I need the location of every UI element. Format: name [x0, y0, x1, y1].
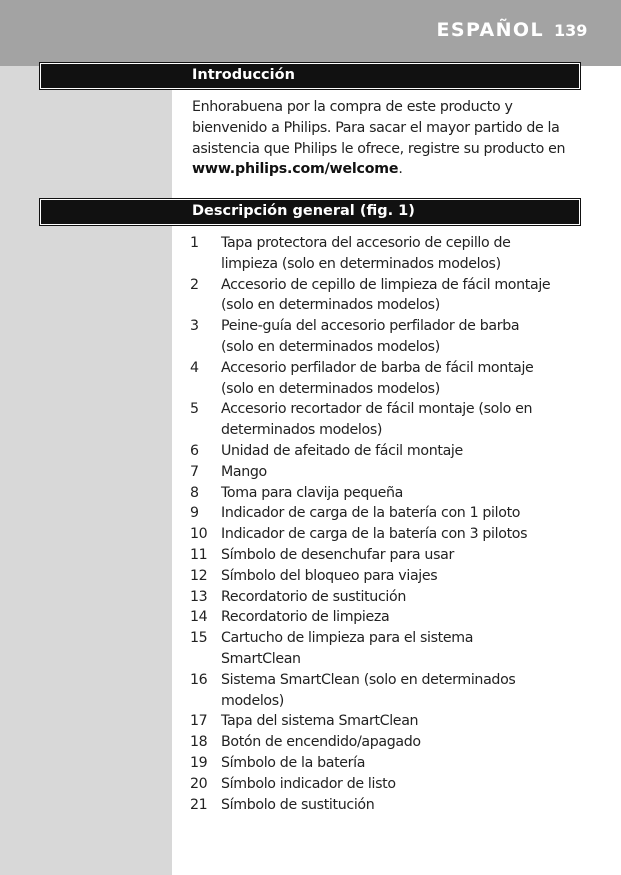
list-item-text: Símbolo de sustitución — [221, 796, 375, 813]
intro-paragraph — [192, 97, 572, 180]
list-item — [190, 732, 590, 753]
list-item-text: Indicador de carga de la batería con 3 pilotos — [221, 526, 528, 543]
list-item-number: 6 — [190, 442, 199, 459]
list-item-number: 13 — [190, 588, 208, 605]
list-item-text: Cartucho de limpieza para el sistema SmartClean — [221, 630, 474, 667]
list-item-text: Recordatorio de limpieza — [221, 609, 390, 626]
intro-end: . — [398, 161, 403, 178]
list-item — [190, 607, 590, 628]
list-item — [190, 233, 590, 275]
list-item-text: Accesorio perfilador de barba de fácil montaje (solo en determinados modelos) — [221, 359, 534, 397]
list-item-number: 21 — [190, 796, 208, 813]
list-item — [190, 441, 590, 462]
list-item-text: Símbolo de la batería — [221, 754, 366, 771]
intro-text: Enhorabuena por la compra de este producto y bienvenido a Philips. Para sacar el mayor partido de la asistencia que Philips le ofrece, registre su producto en — [192, 99, 566, 157]
list-item — [190, 316, 590, 358]
list-item — [190, 628, 590, 670]
welcome-link[interactable]: www.philips.com/welcome — [192, 161, 399, 178]
list-item-number: 7 — [190, 463, 199, 480]
list-item — [190, 545, 590, 566]
left-margin-column — [0, 66, 172, 875]
list-item-number: 20 — [190, 775, 208, 792]
list-item — [190, 711, 590, 732]
list-item — [190, 587, 590, 608]
list-item-number: 17 — [190, 713, 208, 730]
list-item-number: 8 — [190, 484, 199, 501]
list-item-text: Símbolo del bloqueo para viajes — [221, 567, 438, 584]
list-item-number: 1 — [190, 235, 199, 251]
parts-list — [190, 233, 590, 815]
list-item-text: Sistema SmartClean (solo en determinados modelos) — [221, 671, 516, 709]
list-item — [190, 358, 590, 400]
list-item-number: 14 — [190, 609, 208, 626]
list-item-text: Botón de encendido/apagado — [221, 734, 421, 751]
list-item-number: 3 — [190, 318, 199, 335]
list-item-number: 10 — [190, 526, 208, 543]
page-number: 139 — [554, 21, 588, 40]
list-item — [190, 774, 590, 795]
list-item-text: Tapa del sistema SmartClean — [221, 713, 419, 730]
list-item — [190, 670, 590, 712]
list-item — [190, 275, 590, 317]
list-item-text: Unidad de afeitado de fácil montaje — [221, 442, 463, 459]
list-item-number: 4 — [190, 359, 199, 376]
language-heading: ESPAÑOL — [436, 19, 544, 41]
list-item-text: Recordatorio de sustitución — [221, 588, 406, 605]
list-item-text: Toma para clavija pequeña — [221, 484, 404, 501]
list-item-number: 9 — [190, 505, 199, 522]
list-item — [190, 566, 590, 587]
list-item — [190, 503, 590, 524]
section-bar-overview — [40, 199, 580, 225]
list-item-number: 11 — [190, 546, 208, 563]
list-item-text: Símbolo indicador de listo — [221, 775, 396, 792]
list-item — [190, 462, 590, 483]
section-title-introduction: Introducción — [192, 67, 295, 83]
list-item — [190, 753, 590, 774]
list-item — [190, 483, 590, 504]
list-item-number: 12 — [190, 567, 208, 584]
list-item — [190, 795, 590, 816]
list-item-number: 5 — [190, 401, 199, 418]
list-item-text: Símbolo de desenchufar para usar — [221, 546, 454, 563]
list-item-text: Indicador de carga de la batería con 1 piloto — [221, 505, 521, 522]
list-item-number: 15 — [190, 630, 208, 647]
list-item-text: Mango — [221, 463, 267, 480]
list-item-text: Peine-guía del accesorio perfilador de barba (solo en determinados modelos) — [221, 318, 520, 355]
list-item-number: 18 — [190, 734, 208, 751]
section-title-overview: Descripción general (fig. 1) — [192, 203, 415, 219]
list-item-text: Accesorio recortador de fácil montaje (solo en determinados modelos) — [221, 401, 533, 439]
list-item — [190, 524, 590, 545]
list-item-number: 19 — [190, 754, 208, 771]
list-item-text: Tapa protectora del accesorio de cepillo de limpieza (solo en determinados modelos) — [221, 235, 511, 272]
list-item-number: 16 — [190, 671, 208, 688]
section-bar-introduction — [40, 63, 580, 89]
list-item-number: 2 — [190, 276, 199, 293]
list-item-text: Accesorio de cepillo de limpieza de fácil montaje (solo en determinados modelos) — [221, 276, 551, 314]
list-item — [190, 399, 590, 441]
